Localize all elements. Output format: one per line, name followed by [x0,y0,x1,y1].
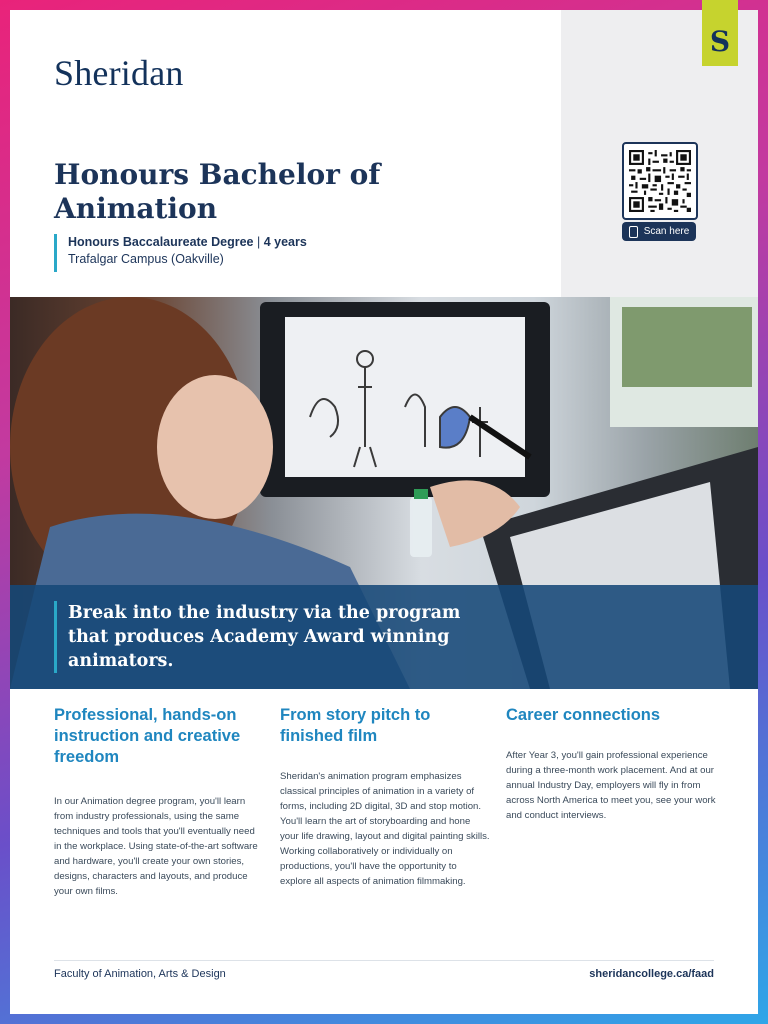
scan-here-label: Scan here [643,226,690,237]
website-link[interactable]: sheridancollege.ca/faad [589,968,714,980]
column-story-pitch [280,705,490,889]
qr-code[interactable] [622,142,698,220]
footer-divider [54,960,714,961]
degree-type: Honours Baccalaureate Degree [68,235,254,249]
column-heading: From story pitch to finished film [280,706,431,745]
program-title: Honours Bachelor of Animation [54,158,381,225]
qr-code-icon [629,150,691,212]
column-heading: Career connections [506,706,661,724]
degree-info [54,234,307,272]
quote-band [10,585,758,689]
column-career [506,705,716,823]
scan-here-button[interactable] [622,222,696,241]
sheridan-s-badge: S [702,0,738,66]
column-body: Sheridan's animation program emphasizes classical principles of animation in a variety of forms, including 2D digital, 3D and stop motion. You'll learn the art of storyboarding and hone your life drawing, layout and digital painting skills. Working collaboratively or individually on productions, you'll have the opportunity to explore all aspects of animation filmmaking. [280,771,490,887]
hero-photo-animator [10,297,758,689]
column-heading: Professional, hands-on instruction and creative freedom [54,706,241,766]
column-body: After Year 3, you'll gain professional experience during a three-month work placement. And at our annual Industry Day, employers will fly in from across North America to meet you, see your work and conduct interviews. [506,750,716,821]
sheridan-logo: Sheridan [54,53,184,93]
campus-label: Trafalgar Campus (Oakville) [68,252,224,266]
hero-quote: Break into the industry via the program that produces Academy Award winning animators. [54,601,488,673]
degree-duration: 4 years [263,235,307,249]
column-body: In our Animation degree program, you'll learn from industry professionals, using the same techniques and tools that you'll eventually need in the workplace. Using state-of-the-art software and hardware, you'll create your own stories, designs, characters and layouts, and produce your own films. [54,796,258,897]
brochure-page [10,10,758,1014]
column-hands-on [54,705,264,899]
phone-icon [629,226,638,238]
degree-separator: | [253,235,264,249]
faculty-label: Faculty of Animation, Arts & Design [54,968,226,980]
